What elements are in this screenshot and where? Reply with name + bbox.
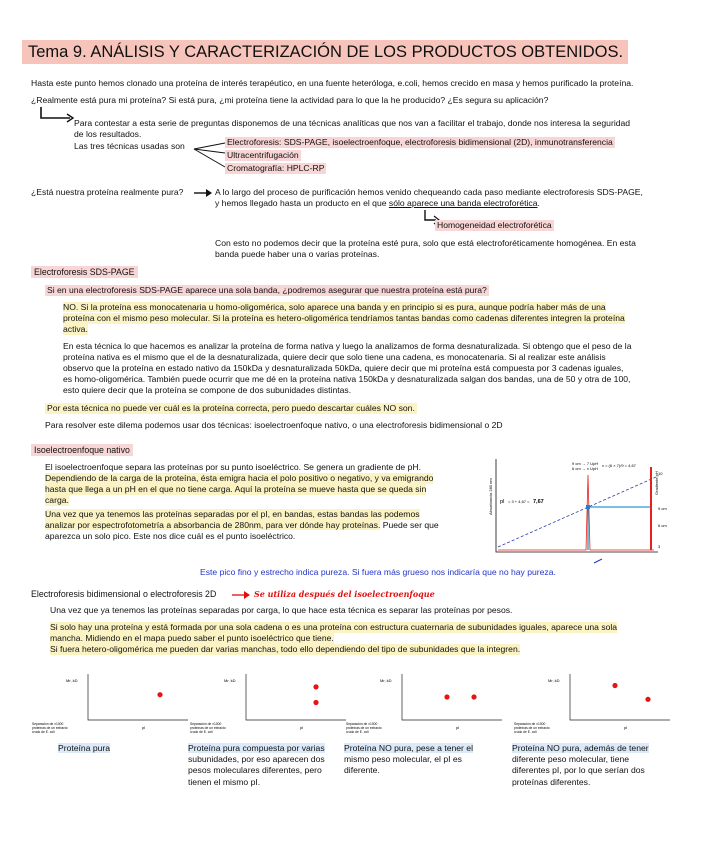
gel-plot-axes — [402, 674, 502, 720]
sds-heading: Electroforesis SDS-PAGE — [31, 266, 138, 278]
sds-question: Si en una electroforesis SDS-PAGE aparece una sola banda, ¿podremos asegurar que nuestra proteína está pura? — [47, 285, 487, 295]
intro-paragraph-2: ¿Realmente está pura mi proteína? Si está pura, ¿mi proteína tiene la actividad para lo que la he producido? ¿Es segura su aplicación? — [31, 95, 549, 105]
gel-plot-xnote: proteínas de un extracto — [190, 726, 226, 730]
ph-tick-9cm: 9 cm — [658, 506, 667, 511]
sds-answer-line-2: proteína con el mismo peso molecular. Si la proteína es hetero-oligomérica tendríamos tantas bandas como cadenas diferentes integren la proteína — [63, 313, 625, 323]
iso-heading: Isoelectroenfoque nativo — [31, 444, 133, 456]
sds-explain-2: proteína nativa es el mismo que el de la desnaturalizada, quiere decir que solo tiene una cadena, es monocatenaria. Si al realizar este análisis — [63, 352, 606, 362]
pi-calc: = 3 + 4,67 = — [508, 499, 530, 504]
gel-2d-plot-3 — [344, 668, 504, 743]
caption-line: proteínas diferentes. — [512, 776, 591, 787]
protein-spot — [645, 697, 650, 702]
gel-plot-xnote: proteínas de un extracto — [346, 726, 382, 730]
bidim-line-2: Si solo hay una proteína y está formada por una sola cadena o es una proteína con estructura cuaternaria de subunidades iguales, aparece una sola — [50, 622, 618, 632]
protein-spot — [313, 700, 318, 705]
sds-explain-3: observo que la proteína en estado nativo da 150kDa y desnaturalizada 50kDa, quiere decir que mi proteína está compuesta por 3 cadenas iguales, — [63, 363, 624, 373]
iso-purity-note: Este pico fino y estrecho indica pureza. Si fuera más grueso nos indicaría que no hay pureza. — [200, 567, 556, 577]
bidim-heading: Electroforesis bidimensional o electroforesis 2D — [31, 589, 217, 599]
ph-tick-3: 3 — [658, 544, 661, 549]
sds-explain-1: En esta técnica lo que hacemos es analizar la proteína de forma nativa y luego la analizamos de forma desnaturalizada. Si obtengo que el peso de la — [63, 341, 632, 351]
pi-label: pI — [500, 499, 505, 505]
technique-electroforesis: Electroforesis: SDS-PAGE, isoelectroenfoque, electroforesis bidimensional (2D), inmunotransferencia — [227, 137, 613, 147]
purity-question: ¿Está nuestra proteína realmente pura? — [31, 187, 184, 197]
homogeneidad-label: Homogeneidad electroforética — [437, 220, 552, 230]
ph-tick-6cm: 6 cm — [658, 523, 667, 528]
sds-conclusion: Por esta técnica no puede ver cuál es la proteína correcta, pero puedo descartar cuáles NO son. — [47, 403, 415, 413]
protein-spot — [444, 694, 449, 699]
caption-line: diferente peso molecular, tiene — [512, 754, 630, 765]
iso-chart-axes — [496, 459, 658, 552]
bidim-line-4: Si fuera hetero-oligomérica me pueden dar varias manchas, todo ello dependiendo del tipo de subunidades que la integren. — [50, 644, 521, 654]
iso-line-3: hasta que llega a un pH en el que no tiene carga. Aquí la proteína se mueve hasta que se queda sin — [45, 484, 427, 494]
caption-line: Proteína NO pura, pese a tener el — [344, 743, 473, 753]
intro-arrow-icon — [40, 107, 76, 123]
ph-tick-10: 10 — [658, 471, 663, 476]
isoelectric-chart — [488, 455, 668, 565]
iso-line-7: aparezca un solo pico. Este nos dice cuál es el punto isoeléctrico. — [45, 531, 296, 541]
iso-line-4: carga. — [45, 495, 69, 505]
gel-plot-axes — [570, 674, 670, 720]
intro-paragraph-1: Hasta este punto hemos clonado una proteína de interés terapéutico, en una fuente heteróloga, e.coli, hemos crecido en masa y hemos purificado la proteína. — [31, 78, 634, 88]
gel-2d-plot-1 — [30, 668, 190, 743]
iso-line-1: El isoelectroenfoque separa las proteínas por su punto isoeléctrico. Se genera un gradiente de pH. — [45, 462, 421, 472]
gel-plot-ylabel: Mr, kD — [548, 678, 560, 683]
protein-spot — [313, 684, 318, 689]
gel-plot-caption-3 — [344, 743, 504, 777]
ph-gradient-line — [498, 477, 656, 547]
bidim-line-1: Una vez que ya tenemos las proteínas separadas por carga, lo que hace esta técnica es separar las proteínas por pesos. — [50, 605, 513, 615]
sds-answer-line-1: NO. Si la proteína ess monocatenaria u homo-oligomérica, solo aparece una banda y en principio si es pura, aunque podría haber más de una — [63, 302, 606, 312]
bidim-line-3: mancha. Midiendo en el mapa puedo saber el punto isoeléctrico que tiene. — [50, 633, 334, 643]
pi-marker — [586, 505, 590, 509]
caption-line: mismo peso molecular, el pI es — [344, 754, 462, 765]
gel-plot-xlabel: pI — [300, 725, 304, 730]
gel-plot-axes — [246, 674, 346, 720]
page-title: Tema 9. ANÁLISIS Y CARACTERIZACIÓN DE LOS PRODUCTOS OBTENIDOS. — [22, 40, 628, 64]
gel-plot-xlabel: pI — [624, 725, 628, 730]
iso-chart-ann2: 6 cm → x UpH — [572, 466, 599, 471]
sds-answer-line-3: activa. — [63, 324, 88, 334]
protein-spot — [471, 694, 476, 699]
note-arrow — [594, 559, 602, 563]
gel-plot-xnote: Separación de ±1000 — [190, 722, 222, 726]
caption-line: diferente. — [344, 765, 380, 776]
iso-chart-ann3: x = (6 × 7)/9 = 4,67 — [602, 463, 636, 468]
sds-dilemma: Para resolver este dilema podemos usar dos técnicas: isoelectroenfoque nativo, o una electroforesis bidimensional o 2D — [45, 420, 503, 430]
protein-spot — [612, 683, 617, 688]
gel-plot-xnote: crudo de E. coli — [190, 730, 213, 734]
purity-note-2: banda puede haber una o varias proteínas. — [215, 249, 380, 259]
iso-line-2: Dependiendo de la carga de la proteína, ésta emigra hacia el polo positivo o negativo, y va emigrando — [45, 473, 434, 483]
sds-explain-4: es homo-oligomérica. También puede ocurrir que me dé en la proteína nativa 150kDa y desnaturalizada salgan dos bandas, una de 50 y otra de 100, — [63, 374, 631, 384]
caption-line: diferentes pI, por lo que serían dos — [512, 765, 645, 776]
intro-paragraph-3a: Para contestar a esta serie de preguntas disponemos de una técnicas analíticas que nos van a facilitar el trabajo, donde nos interesa la seguridad — [74, 118, 631, 128]
gel-plot-xlabel: pI — [142, 725, 146, 730]
gel-2d-plot-2 — [188, 668, 348, 743]
iso-line-5: Una vez que ya tenemos las proteínas separadas por el pI, en bandas, estas bandas las podemos — [45, 509, 420, 519]
gel-plot-xnote: crudo de E. coli — [346, 730, 369, 734]
gel-plot-xnote: Separación de ±1000 — [32, 722, 64, 726]
gel-plot-ylabel: Mr, kD — [380, 678, 392, 683]
bidim-arrow-icon — [232, 590, 252, 600]
gel-plot-xnote: Separación de ±1000 — [346, 722, 378, 726]
iso-chart-ann1: 9 cm → 7 UpH — [572, 461, 599, 466]
gel-plot-ylabel: Mr, kD — [224, 678, 236, 683]
gel-plot-xnote: crudo de E. coli — [514, 730, 537, 734]
caption-line: tienen el mismo pI. — [188, 776, 261, 787]
brace-arrows-icon — [192, 139, 228, 173]
pi-value: 7,67 — [533, 499, 544, 505]
gel-plot-xnote: Separación de ±1000 — [514, 722, 546, 726]
purity-answer-2: y hemos llegado hasta un producto en el que sólo aparece una banda electroforética. — [215, 198, 540, 208]
gel-plot-caption-2 — [188, 743, 348, 788]
purity-answer-1: A lo largo del proceso de purificación hemos venido chequeando cada paso mediante electroforesis SDS-PAGE, — [215, 187, 643, 197]
gel-plot-caption-4 — [512, 743, 672, 788]
caption-line: Proteína pura compuesta por varias — [188, 743, 325, 753]
technique-cromatografia: Cromatografía: HPLC-RP — [227, 163, 325, 173]
ph-scale-label: Gradiente pH — [654, 471, 659, 495]
gel-plot-xlabel: pI — [456, 725, 460, 730]
bidim-annotation: Se utiliza después del isoelectroenfoque — [254, 589, 435, 599]
gel-2d-plot-4 — [512, 668, 672, 743]
caption-line: Proteína pura — [58, 743, 111, 753]
caption-line: pesos moleculares diferentes, pero — [188, 765, 322, 776]
sds-explain-5: esto quiere decir que la proteína se compone de dos subunidades distintas. — [63, 385, 352, 395]
gel-plot-ylabel: Mr, kD — [66, 678, 78, 683]
purity-note-1: Con esto no podemos decir que la proteína esté pura, solo que está electroforéticamente homogénea. En esta — [215, 238, 636, 248]
gel-plot-xnote: proteínas de un extracto — [514, 726, 550, 730]
caption-line: subunidades, por eso aparecen dos — [188, 754, 325, 765]
protein-spot — [157, 692, 162, 697]
iso-line-6: analizar por espectrofotometría a absorbancia de 280nm, para ver dónde hay proteínas. Puede ser que — [45, 520, 439, 530]
gel-plot-xnote: crudo de E. coli — [32, 730, 55, 734]
technique-ultracentrifugacion: Ultracentrifugación — [227, 150, 299, 160]
iso-chart-ylabel: Absorbancia 280 nm — [488, 478, 493, 515]
intro-paragraph-3b: de los resultados. — [74, 129, 142, 139]
intro-paragraph-3c: Las tres técnicas usadas son — [74, 141, 185, 151]
gel-plot-xnote: proteínas de un extracto — [32, 726, 68, 730]
gel-plot-axes — [88, 674, 188, 720]
right-arrow-icon — [194, 188, 214, 198]
caption-line: Proteína NO pura, además de tener — [512, 743, 649, 753]
